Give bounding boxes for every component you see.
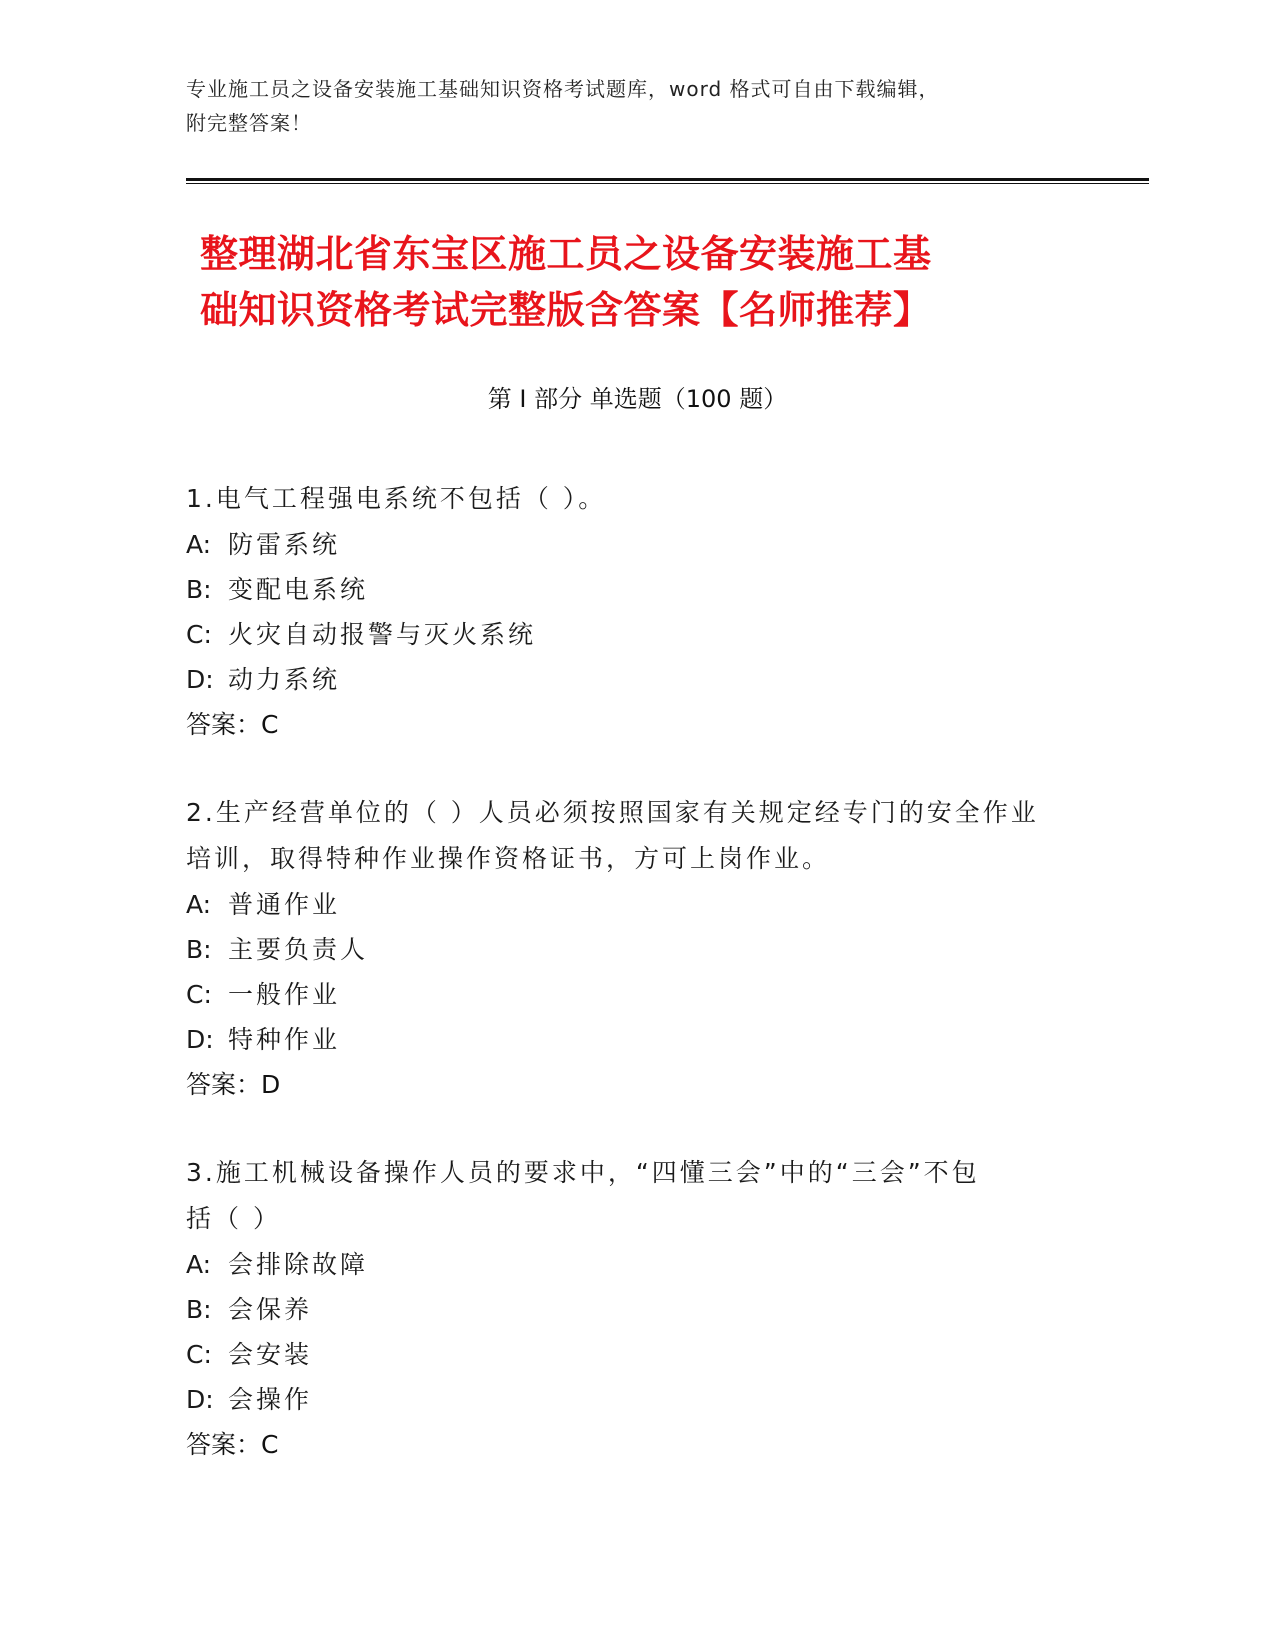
question-2 bbox=[186, 790, 1086, 1108]
option-c bbox=[186, 972, 1086, 1017]
header-divider-thin bbox=[186, 183, 1149, 184]
option-d bbox=[186, 1377, 1086, 1422]
option-b bbox=[186, 927, 1086, 972]
header-divider-thick bbox=[186, 178, 1149, 181]
option-a bbox=[186, 882, 1086, 927]
option-letter: B: bbox=[186, 575, 212, 604]
question-stem-line: 3.施工机械设备操作人员的要求中，“四懂三会”中的“三会”不包 bbox=[186, 1158, 980, 1187]
option-letter: C: bbox=[186, 620, 212, 649]
option-text: 一般作业 bbox=[228, 980, 341, 1009]
document-title-line-2: 础知识资格考试完整版含答案【名师推荐】 bbox=[200, 288, 932, 332]
header-note bbox=[186, 72, 1066, 140]
header-note-line-1: 专业施工员之设备安装施工基础知识资格考试题库，word 格式可自由下载编辑， bbox=[186, 77, 940, 101]
option-letter: D: bbox=[186, 1025, 214, 1054]
question-stem-line: 括（ ） bbox=[186, 1204, 281, 1233]
option-letter: A: bbox=[186, 530, 212, 559]
header-note-line-2: 附完整答案！ bbox=[186, 111, 312, 135]
option-text: 特种作业 bbox=[228, 1025, 341, 1054]
option-d bbox=[186, 657, 1086, 702]
option-a bbox=[186, 522, 1086, 567]
document-title-line-1: 整理湖北省东宝区施工员之设备安装施工基 bbox=[200, 232, 932, 276]
option-letter: C: bbox=[186, 980, 212, 1009]
option-text: 会安装 bbox=[228, 1340, 313, 1369]
option-text: 变配电系统 bbox=[228, 575, 369, 604]
section-heading: 第 I 部分 单选题（100 题） bbox=[487, 385, 788, 413]
question-3 bbox=[186, 1150, 1086, 1468]
option-letter: A: bbox=[186, 1250, 212, 1279]
option-text: 动力系统 bbox=[228, 665, 341, 694]
option-c bbox=[186, 612, 1086, 657]
option-letter: B: bbox=[186, 935, 212, 964]
option-d bbox=[186, 1017, 1086, 1062]
question-1 bbox=[186, 476, 1086, 748]
answer-line: 答案：C bbox=[186, 1430, 279, 1459]
option-text: 会排除故障 bbox=[228, 1250, 369, 1279]
question-stem-line: 2.生产经营单位的（ ）人员必须按照国家有关规定经专门的安全作业 bbox=[186, 798, 1039, 827]
option-b bbox=[186, 567, 1086, 612]
option-letter: D: bbox=[186, 665, 214, 694]
question-stem-line: 培训，取得特种作业操作资格证书，方可上岗作业。 bbox=[186, 844, 831, 873]
option-text: 火灾自动报警与灭火系统 bbox=[228, 620, 537, 649]
option-c bbox=[186, 1332, 1086, 1377]
option-letter: D: bbox=[186, 1385, 214, 1414]
option-b bbox=[186, 1287, 1086, 1332]
option-text: 会操作 bbox=[228, 1385, 313, 1414]
option-text: 防雷系统 bbox=[228, 530, 341, 559]
option-text: 主要负责人 bbox=[228, 935, 369, 964]
option-text: 普通作业 bbox=[228, 890, 341, 919]
option-a bbox=[186, 1242, 1086, 1287]
option-letter: C: bbox=[186, 1340, 212, 1369]
option-letter: A: bbox=[186, 890, 212, 919]
option-letter: B: bbox=[186, 1295, 212, 1324]
answer-line: 答案：C bbox=[186, 710, 279, 739]
answer-line: 答案：D bbox=[186, 1070, 281, 1099]
document-title bbox=[200, 226, 1100, 338]
question-stem-line: 1.电气工程强电系统不包括（ ）。 bbox=[186, 484, 607, 513]
option-text: 会保养 bbox=[228, 1295, 313, 1324]
question-list bbox=[186, 476, 1086, 1510]
